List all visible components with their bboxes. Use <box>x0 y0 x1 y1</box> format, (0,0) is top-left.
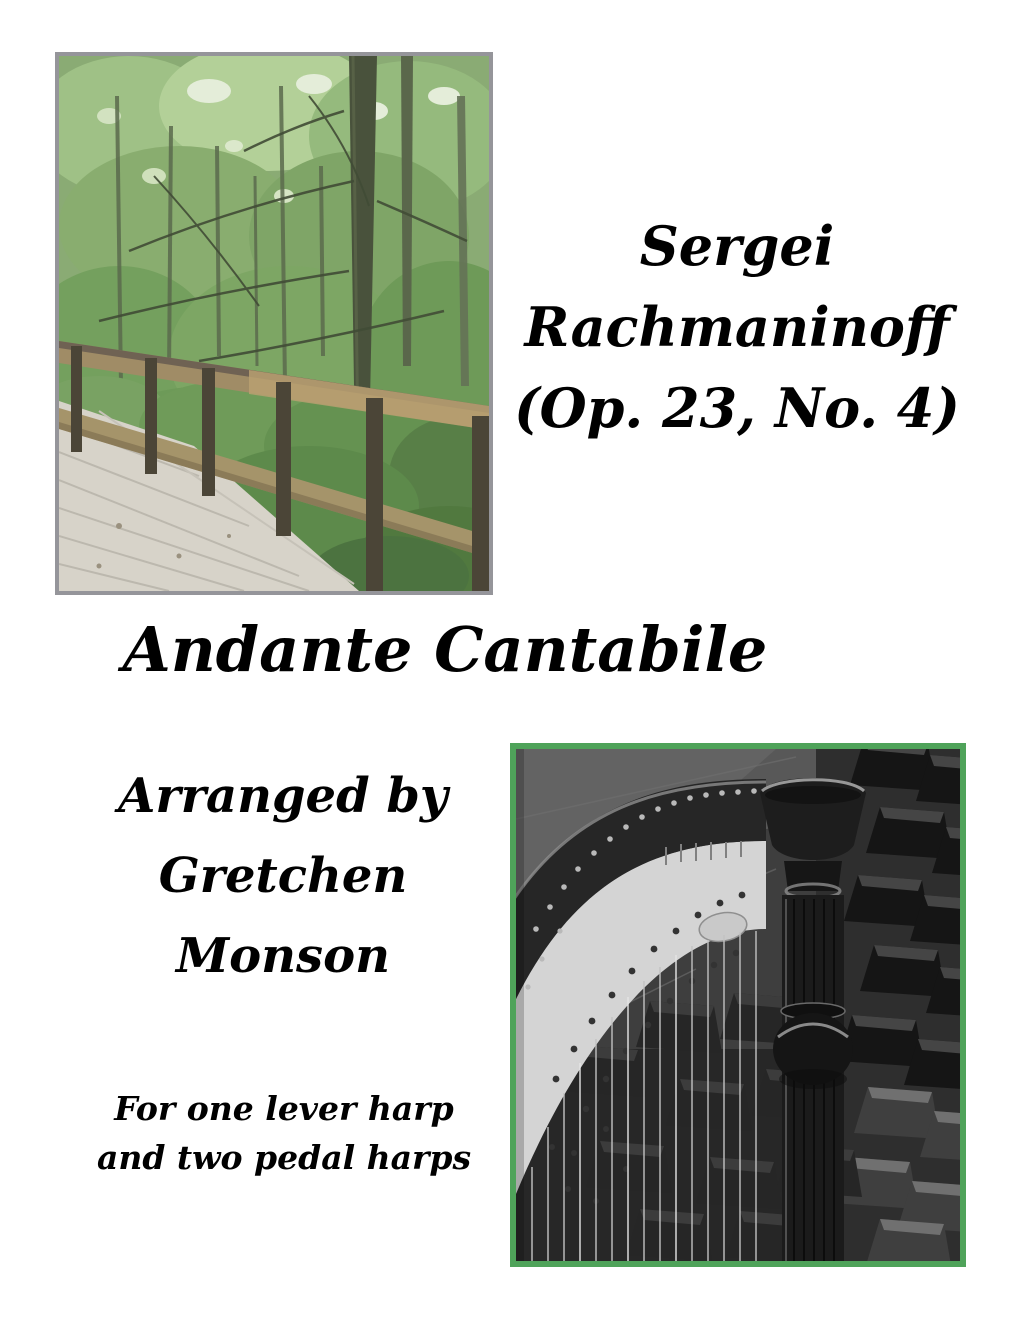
harp-illustration <box>516 749 960 1261</box>
piece-title: Andante Cantabile <box>122 613 768 686</box>
composer-credit <box>470 206 1004 449</box>
instrumentation-line-1: For one lever harp <box>114 1089 454 1128</box>
forest-bridge-illustration <box>59 56 489 591</box>
arranger-line-3: Monson <box>176 928 390 984</box>
instrumentation-line-2: and two pedal harps <box>96 1138 472 1177</box>
arranger-credit <box>33 756 533 996</box>
instrumentation-note <box>34 1084 534 1182</box>
forest-bridge-photo <box>55 52 493 595</box>
harp-photo <box>510 743 966 1267</box>
composer-line-1: Sergei <box>639 214 835 278</box>
composer-line-3: (Op. 23, No. 4) <box>514 376 960 440</box>
arranger-line-2: Gretchen <box>158 848 408 904</box>
arranger-line-1: Arranged by <box>118 768 448 824</box>
composer-line-2: Rachmaninoff <box>524 295 950 359</box>
